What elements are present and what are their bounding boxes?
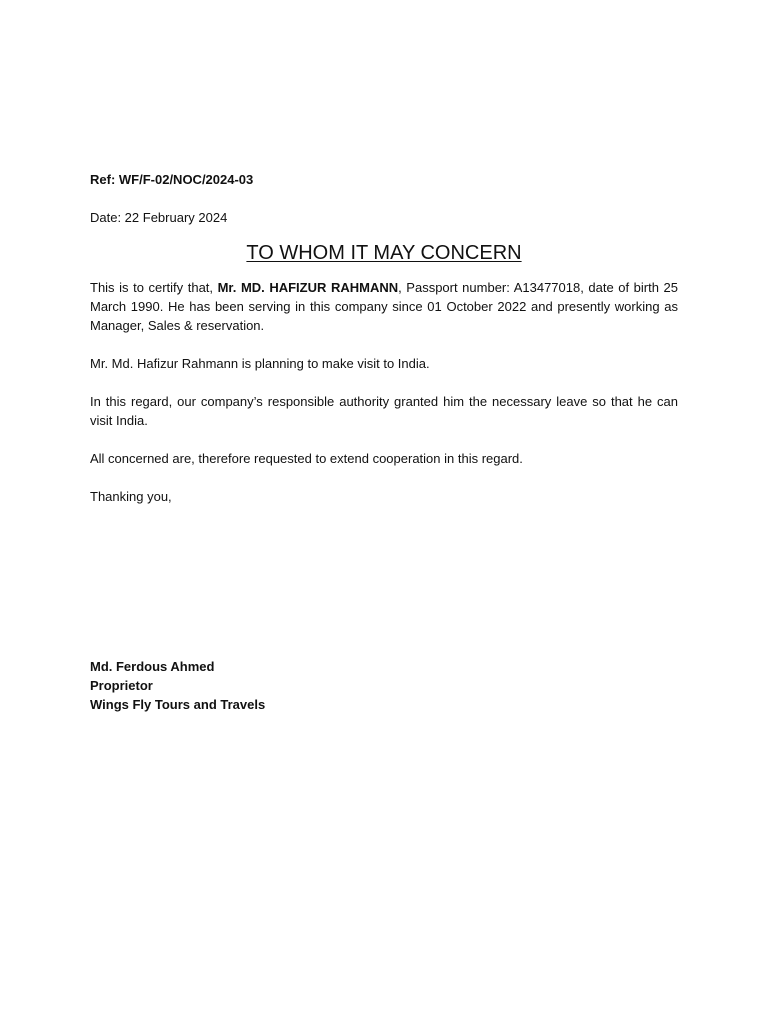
certification-details: , Passport number: A13477018, date of birth 25 March 1990. He has been serving in this company since 01 October 2022 and presently working as Manager, Sales & reservation.	[90, 280, 678, 333]
leave-paragraph: In this regard, our company’s responsible authority granted him the necessary leave so that he can visit India.	[90, 394, 678, 428]
signatory-company: Wings Fly Tours and Travels	[90, 697, 266, 712]
reference-number: Ref: WF/F-02/NOC/2024-03	[90, 172, 254, 187]
closing-line: Thanking you,	[90, 489, 172, 504]
letter-body	[90, 170, 678, 506]
certification-prefix: This is to certify that,	[90, 280, 218, 295]
signatory-name: Md. Ferdous Ahmed	[90, 659, 215, 674]
certification-paragraph	[90, 278, 678, 335]
signature-block	[90, 657, 490, 714]
letter-heading: TO WHOM IT MAY CONCERN	[246, 242, 522, 264]
employee-name: Mr. MD. HAFIZUR RAHMANN	[217, 280, 399, 295]
cooperation-paragraph: All concerned are, therefore requested to extend cooperation in this regard.	[90, 451, 523, 466]
letter-date: Date: 22 February 2024	[90, 210, 228, 225]
travel-plan-paragraph: Mr. Md. Hafizur Rahmann is planning to make visit to India.	[90, 356, 430, 371]
signatory-title: Proprietor	[90, 678, 153, 693]
